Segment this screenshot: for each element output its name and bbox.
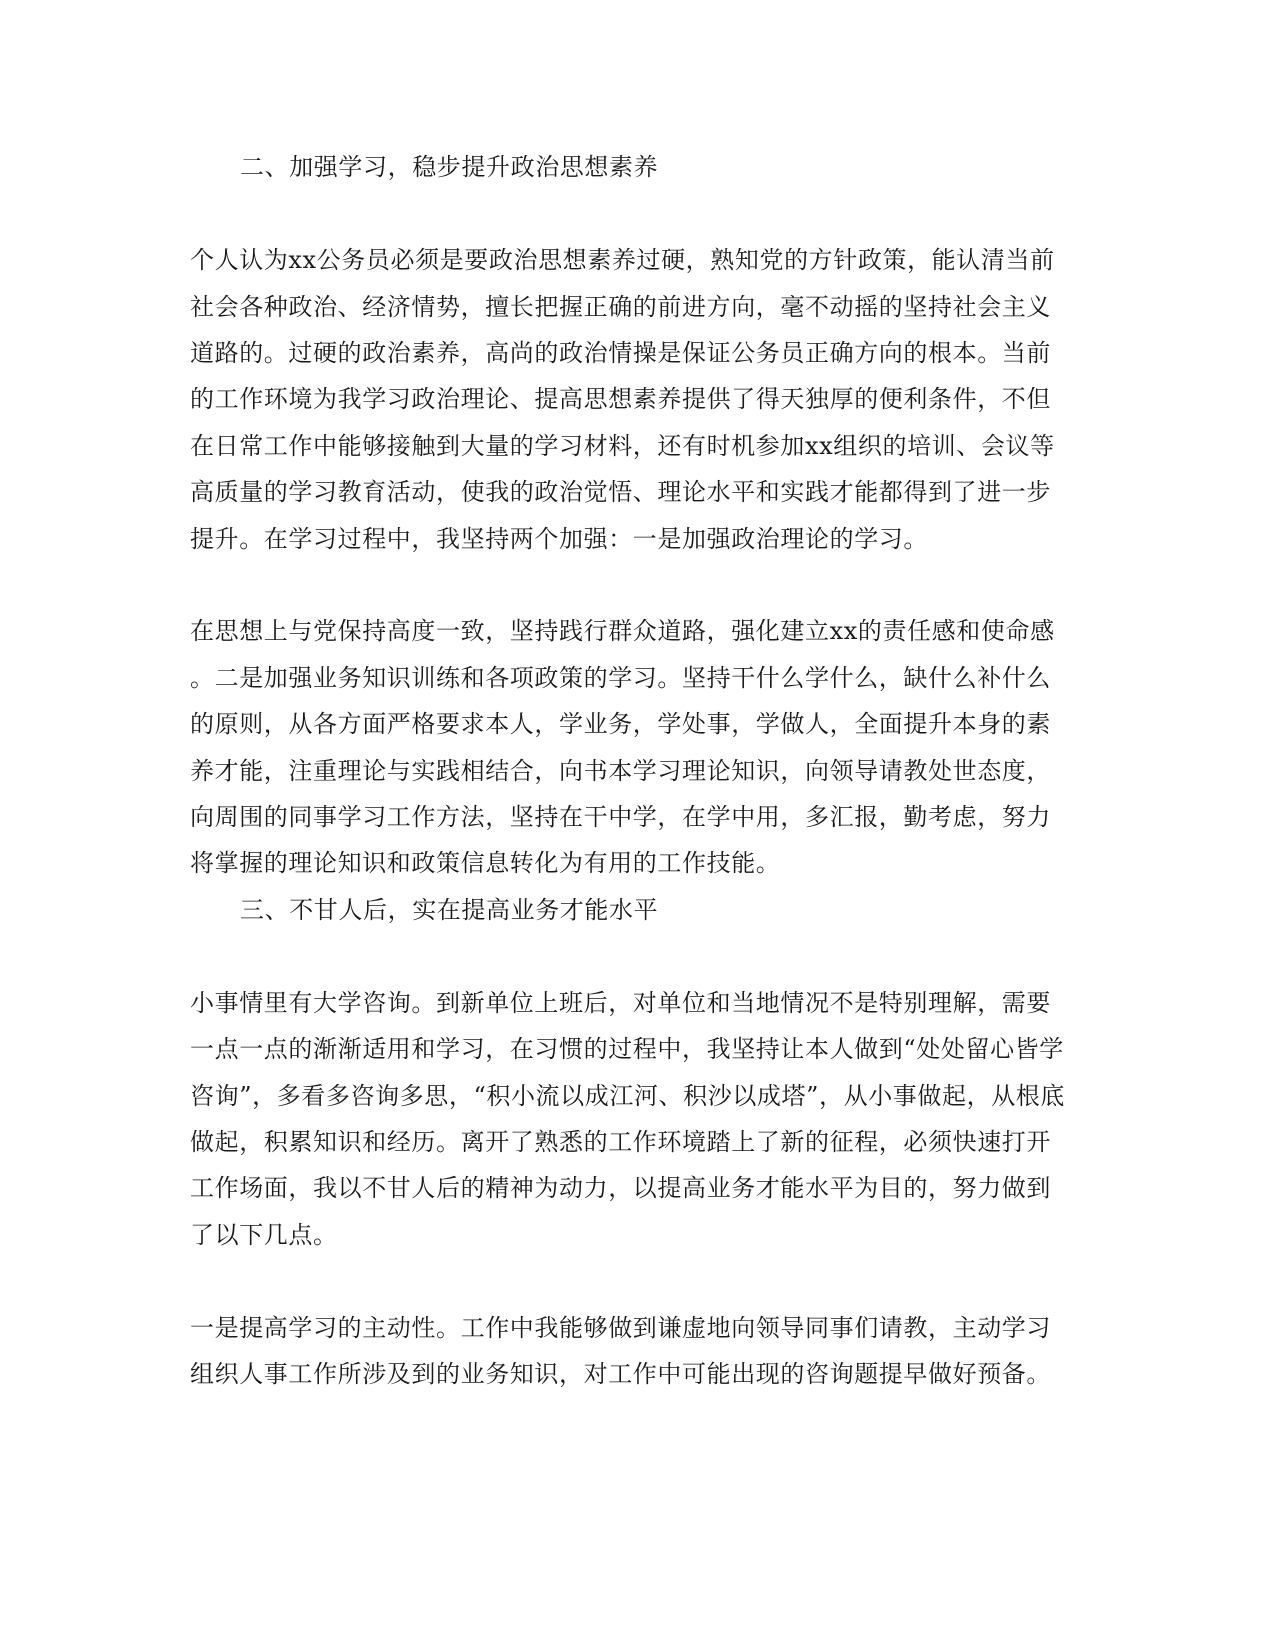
paragraph-line: 高质量的学习教育活动，使我的政治觉悟、理论水平和实践才能都得到了进一步 [190,478,1051,506]
paragraph-line: 咨询”，多看多咨询多思，“积小流以成江河、积沙以成塔”，从小事做起，从根底 [190,1082,1066,1110]
paragraph-line: 个人认为xx公务员必须是要政治思想素养过硬，熟知党的方针政策，能认清当前 [190,246,1055,274]
paragraph-line: 了以下几点。 [190,1221,338,1249]
paragraph-line: 的原则，从各方面严格要求本人，学业务，学处事，学做人，全面提升本身的素 [190,710,1051,738]
paragraph-line: 的工作环境为我学习政治理论、提高思想素养提供了得天独厚的便利条件，不但 [190,385,1051,413]
paragraph-line: 做起，积累知识和经历。离开了熟悉的工作环境踏上了新的征程，必须快速打开 [190,1128,1051,1156]
paragraph-line: 工作场面，我以不甘人后的精神为动力，以提高业务才能水平为目的，努力做到 [190,1174,1051,1202]
paragraph-line: 道路的。过硬的政治素养，高尚的政治情操是保证公务员正确方向的根本。当前 [190,339,1051,367]
paragraph-line: 在思想上与党保持高度一致，坚持践行群众道路，强化建立xx的责任感和使命感 [190,617,1055,645]
section-heading: 二、加强学习，稳步提升政治思想素养 [240,153,659,181]
paragraph-line: 提升。在学习过程中，我坚持两个加强：一是加强政治理论的学习。 [190,525,928,553]
section-heading: 三、不甘人后，实在提高业务才能水平 [240,896,659,924]
paragraph-line: 组织人事工作所涉及到的业务知识，对工作中可能出现的咨询题提早做好预备。 [190,1360,1051,1388]
paragraph-line: 养才能，注重理论与实践相结合，向书本学习理论知识，向领导请教处世态度， [190,757,1051,785]
paragraph-line: 小事情里有大学咨询。到新单位上班后，对单位和当地情况不是特别理解，需要 [190,989,1051,1017]
paragraph-line: 一点一点的渐渐适用和学习，在习惯的过程中，我坚持让本人做到“处处留心皆学 [190,1035,1064,1063]
paragraph-line: 向周围的同事学习工作方法，坚持在干中学，在学中用，多汇报，勤考虑，努力 [190,803,1051,831]
paragraph-line: 在日常工作中能够接触到大量的学习材料，还有时机参加xx组织的培训、会议等 [190,432,1055,460]
paragraph-line: 。二是加强业务知识训练和各项政策的学习。坚持干什么学什么，缺什么补什么 [190,664,1051,692]
paragraph-line: 社会各种政治、经济情势，擅长把握正确的前进方向，毫不动摇的坚持社会主义 [190,293,1051,321]
paragraph-line: 一是提高学习的主动性。工作中我能够做到谦虚地向领导同事们请教，主动学习 [190,1314,1051,1342]
paragraph-line: 将掌握的理论知识和政策信息转化为有用的工作技能。 [190,849,781,877]
